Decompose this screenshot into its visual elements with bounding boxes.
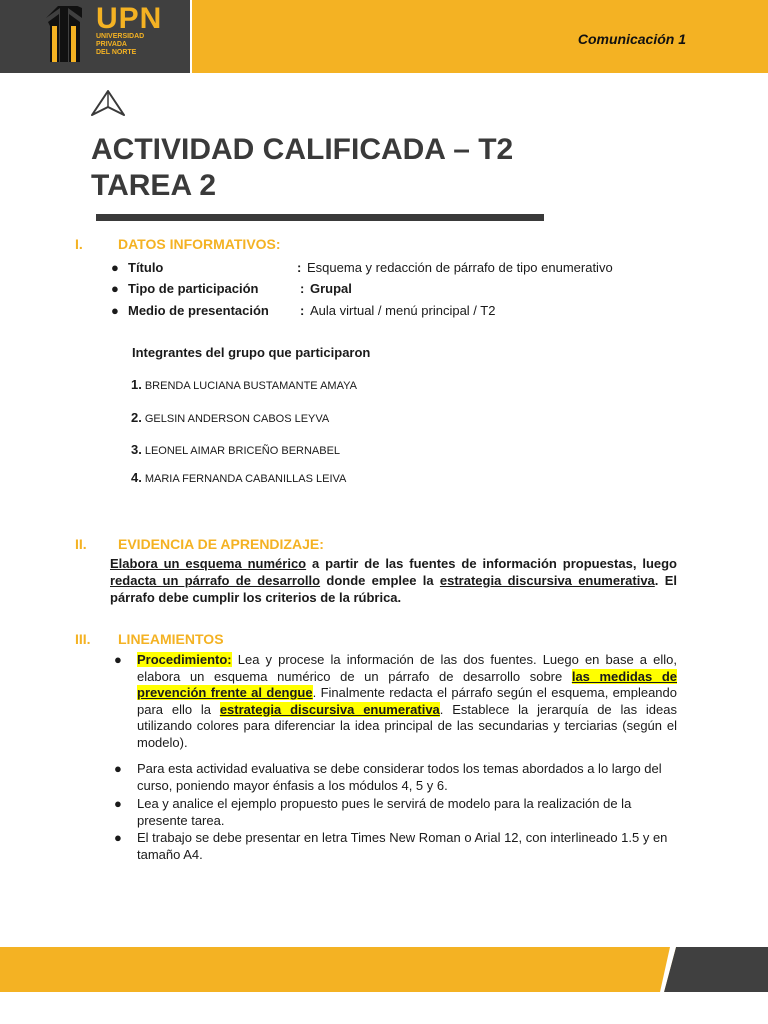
guideline-item: ● Para esta actividad evaluativa se debe considerar todos los temas abordados a lo largo del curso, poniendo mayor énfasis a los módulos 4, 5 y 6.	[114, 761, 662, 793]
bullet-dot-icon: ●	[114, 830, 122, 845]
member-item: 4. MARIA FERNANDA CABANILLAS LEIVA	[131, 470, 347, 485]
title-line-2: TAREA 2	[91, 169, 217, 202]
section-heading-datos	[75, 236, 475, 256]
course-name: Comunicación 1	[577, 31, 686, 47]
member-item: 1. BRENDA LUCIANA BUSTAMANTE AMAYA	[131, 377, 357, 392]
member-item: 3. LEONEL AIMAR BRICEÑO BERNABEL	[131, 442, 341, 457]
upn-logo-icon	[44, 6, 94, 64]
bullet-dot-icon: ●	[111, 303, 119, 318]
section-heading-lineamientos	[75, 631, 475, 651]
section-label: LINEAMIENTOS	[118, 631, 224, 647]
guideline-item: ● Procedimiento: Lea y procese la información de las dos fuentes. Luego en base a ello, elabora un esquema numérico de un párrafo de desarrollo sobre las medidas de prevención frente al dengue. Finalmente redacta el párrafo según el esquema, empleando para ello la estrategia discursiva enumerativa. Establece la jerarquía de las ideas utilizando colores para diferenciar la idea principal de las secundarias y terciarias (según el modelo).	[114, 652, 677, 750]
evidence-paragraph: Elabora un esquema numérico a partir de las fuentes de información propuestas, luego redacta un párrafo de desarrollo donde emplee la estrategia discursiva enumerativa. El párrafo debe cumplir los criterios de la rúbrica.	[110, 556, 677, 605]
footer-band	[0, 947, 680, 992]
navigation-arrow-icon	[91, 89, 125, 117]
logo-wordmark: UPN	[96, 2, 163, 35]
section-number: II.	[75, 536, 87, 552]
section-number: III.	[75, 631, 91, 647]
members-title: Integrantes del grupo que participaron	[132, 345, 371, 360]
guideline-item: ● El trabajo se debe presentar en letra Times New Roman o Arial 12, con interlineado 1.5 y en tamaño A4.	[114, 830, 668, 862]
member-item: 2. GELSIN ANDERSON CABOS LEYVA	[131, 410, 330, 425]
section-label: EVIDENCIA DE APRENDIZAJE:	[118, 536, 324, 552]
section-number: I.	[75, 236, 83, 252]
bullet-dot-icon: ●	[111, 281, 119, 296]
section-heading-evidencia	[75, 536, 475, 556]
logo-subtitle: UNIVERSIDAD PRIVADA DEL NORTE	[96, 33, 145, 56]
bullet-dot-icon: ●	[114, 796, 122, 811]
bullet-dot-icon: ●	[114, 652, 122, 667]
footer-accent	[660, 947, 768, 992]
title-underline	[96, 214, 544, 221]
section-label: DATOS INFORMATIVOS:	[118, 236, 281, 252]
title-line-1: ACTIVIDAD CALIFICADA – T2	[91, 133, 514, 166]
page-title	[91, 132, 513, 204]
bullet-dot-icon: ●	[111, 260, 119, 275]
bullet-dot-icon: ●	[114, 761, 122, 776]
info-list: ● Título : Esquema y redacción de párrafo de tipo enumerativo ● Tipo de participación : Grupal ● Medio de presentación : Aula virtual / menú principal / T2	[111, 260, 613, 318]
guideline-item: ● Lea y analice el ejemplo propuesto pues le servirá de modelo para la realización de la presente tarea.	[114, 796, 632, 828]
